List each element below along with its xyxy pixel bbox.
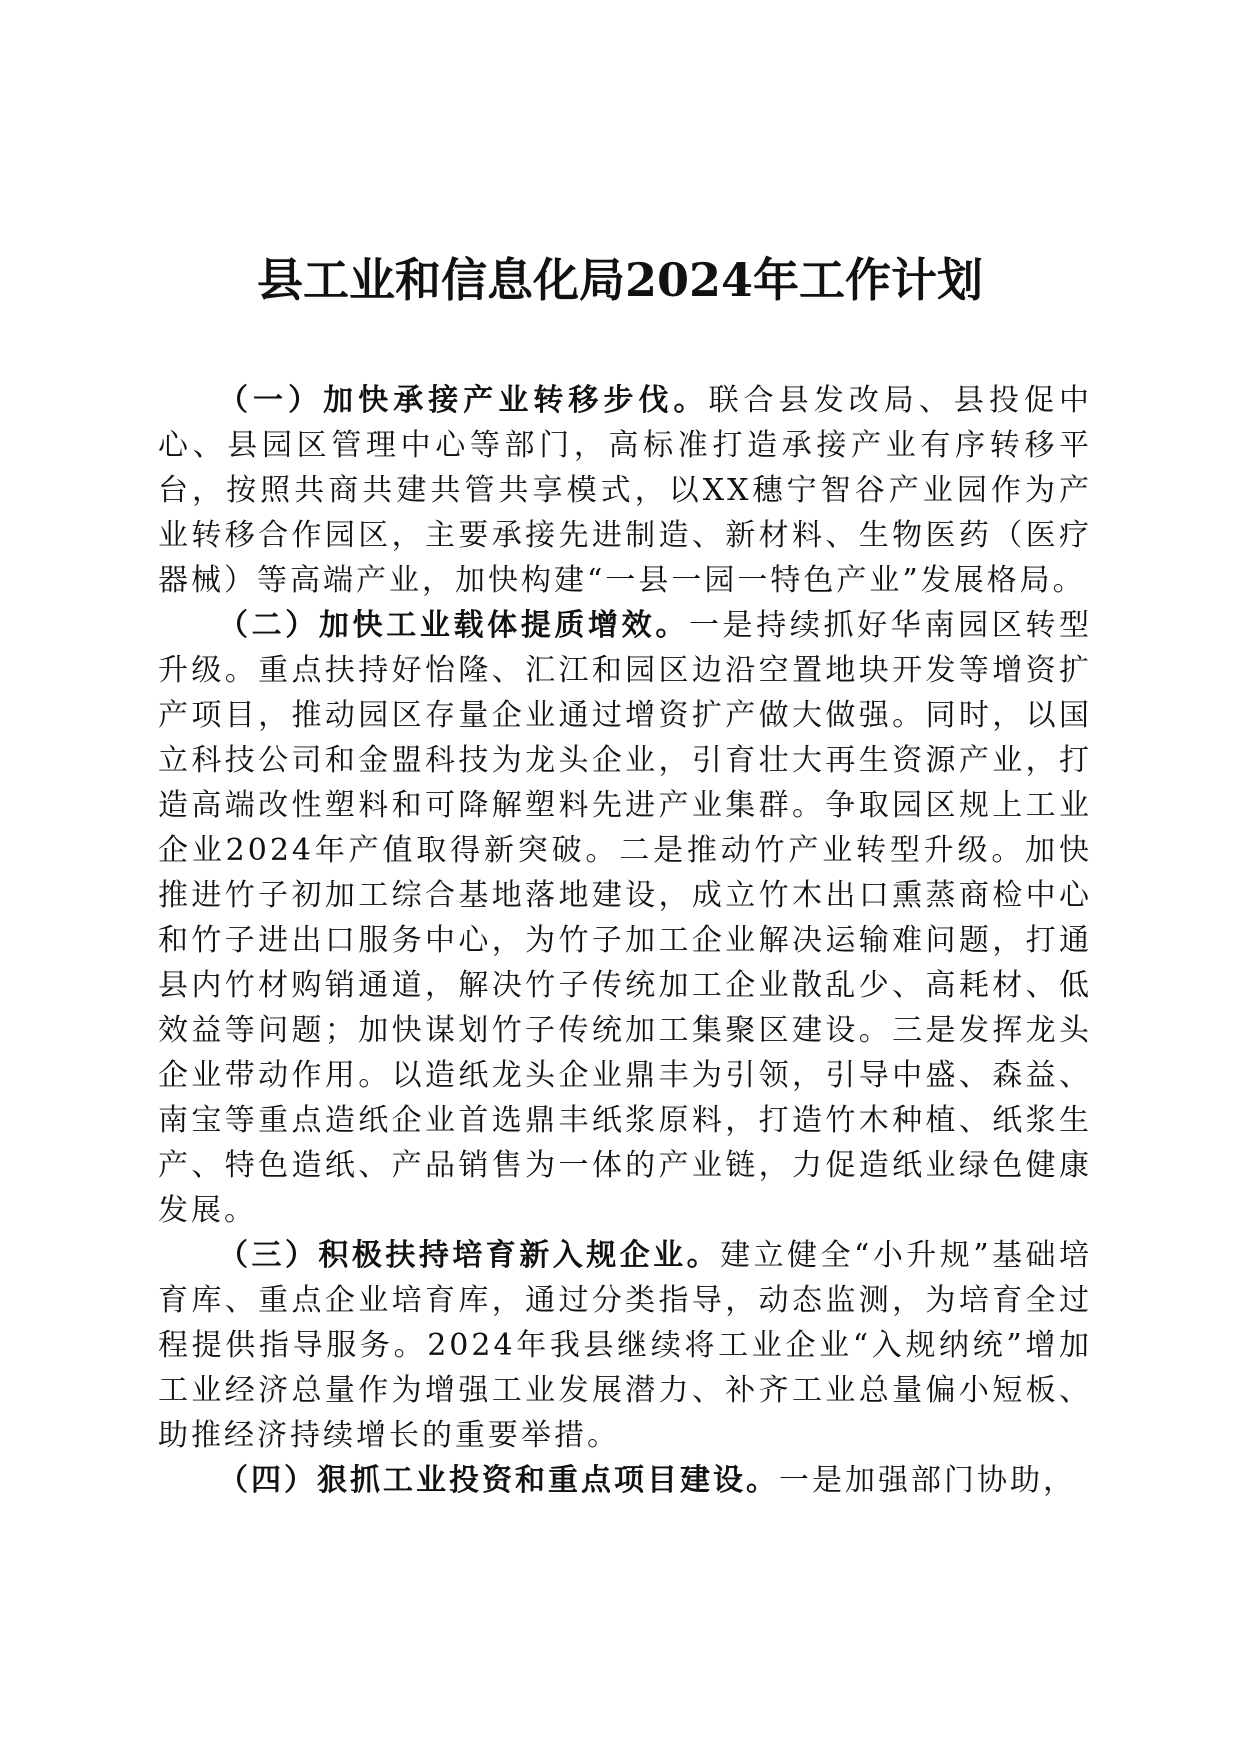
document-title: 县工业和信息化局2024年工作计划 [256,253,984,307]
paragraph-text-2: 一是持续抓好华南园区转型升级。重点扶持好怡隆、汇江和园区边沿空置地块开发等增资扩产项目，推动园区存量企业通过增资扩产做大做强。同时，以国立科技公司和金盟科技为龙头企业，引育壮大再生资源产业，打造高端改性塑料和可降解塑料先进产业集群。争取园区规上工业企业2024年产值取得新突破。二是推动竹产业转型升级。加快推进竹子初加工综合基地落地建设，成立竹木出口熏蒸商检中心和竹子进出口服务中心，为竹子加工企业解决运输难问题，打通县内竹材购销通道，解决竹子传统加工企业散乱少、高耗材、低效益等问题；加快谋划竹子传统加工集聚区建设。三是发挥龙头企业带动作用。以造纸龙头企业鼎丰为引领，引导中盛、森益、南宝等重点造纸企业首选鼎丰纸浆原料，打造竹木种植、纸浆生产、特色造纸、产品销售为一体的产业链，力促造纸业绿色健康发展。 [158,608,1093,1228]
paragraph-4 [158,1458,1092,1503]
paragraph-text-3: 建立健全“小升规”基础培育库、重点企业培育库，通过分类指导，动态监测，为培育全过程提供指导服务。2024年我县继续将工业企业“入规纳统”增加工业经济总量作为增强工业发展潜力、补齐工业总量偏小短板、助推经济持续增长的重要举措。 [158,1238,1092,1453]
paragraph-1 [158,378,1092,603]
paragraph-heading-2: （二）加快工业载体提质增效。 [218,608,689,643]
paragraph-text-4: 一是加强部门协助， [779,1463,1076,1498]
paragraph-text-1: 联合县发改局、县投促中心、县园区管理中心等部门，高标准打造承接产业有序转移平台，按照共商共建共管共享模式，以XX穗宁智谷产业园作为产业转移合作园区，主要承接先进制造、新材料、生物医药（医疗器械）等高端产业，加快构建“一县一园一特色产业”发展格局。 [158,383,1093,598]
paragraph-heading-3: （三）积极扶持培育新入规企业。 [218,1238,721,1273]
paragraph-3 [158,1233,1092,1458]
paragraph-2 [158,603,1092,1233]
paragraph-heading-1: （一）加快承接产业转移步伐。 [218,383,709,418]
paragraph-heading-4: （四）狠抓工业投资和重点项目建设。 [218,1463,779,1498]
document-body [158,378,1092,1503]
